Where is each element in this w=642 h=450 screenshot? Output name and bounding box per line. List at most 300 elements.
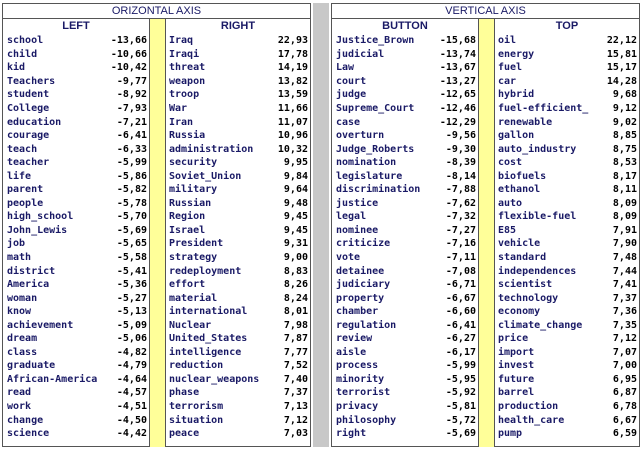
- term-value: -7,21: [116, 116, 147, 128]
- term-value: -9,56: [445, 130, 476, 142]
- table-row: [498, 61, 637, 75]
- table-row: [169, 251, 308, 265]
- term-value: 10,96: [277, 130, 308, 142]
- table-row: [7, 210, 147, 224]
- term-label: War: [169, 103, 188, 114]
- term-label: class: [7, 346, 38, 358]
- table-row: [7, 183, 147, 197]
- term-label: process: [336, 360, 379, 372]
- term-label: oil: [498, 35, 517, 47]
- table-row: [498, 142, 637, 156]
- term-label: child: [7, 48, 38, 60]
- table-row: [169, 129, 308, 143]
- table-row: [336, 237, 476, 251]
- term-value: 9,84: [283, 170, 308, 182]
- term-label: America: [7, 279, 50, 291]
- term-label: job: [7, 238, 26, 250]
- term-label: Nuclear: [169, 319, 212, 331]
- term-value: -5,78: [116, 197, 147, 209]
- table-row: [336, 115, 476, 129]
- term-label: reduction: [169, 360, 224, 372]
- top-word-list: [498, 34, 637, 440]
- table-row: [7, 142, 147, 156]
- term-label: United_States: [169, 333, 248, 345]
- term-label: change: [7, 414, 44, 426]
- term-value: -10,66: [110, 48, 147, 60]
- table-row: [7, 169, 147, 183]
- term-label: Israel: [169, 224, 206, 236]
- term-label: security: [169, 157, 218, 169]
- table-row: [498, 346, 637, 360]
- left-word-list: [7, 34, 147, 440]
- term-label: cost: [498, 157, 523, 169]
- term-value: 7,03: [283, 428, 308, 440]
- term-value: -7,16: [445, 238, 476, 250]
- term-value: 8,09: [612, 197, 637, 209]
- term-label: ethanol: [498, 184, 541, 196]
- term-label: Iraq: [169, 35, 194, 47]
- table-row: [7, 61, 147, 75]
- table-row: [169, 61, 308, 75]
- table-row: [336, 400, 476, 414]
- table-row: [336, 359, 476, 373]
- term-label: terrorist: [336, 387, 391, 399]
- term-value: -6,17: [445, 346, 476, 358]
- table-row: [336, 251, 476, 265]
- table-row: [169, 359, 308, 373]
- table-row: [336, 183, 476, 197]
- term-label: privacy: [336, 401, 379, 413]
- term-label: threat: [169, 62, 206, 74]
- term-value: -5,27: [116, 292, 147, 304]
- table-row: [169, 197, 308, 211]
- term-label: African-America: [7, 373, 98, 385]
- table-row: [336, 75, 476, 89]
- table-row: [169, 386, 308, 400]
- term-value: 8,83: [283, 265, 308, 277]
- term-value: 8,26: [283, 279, 308, 291]
- term-value: -7,88: [445, 184, 476, 196]
- term-value: 8,75: [612, 143, 637, 155]
- term-value: -4,82: [116, 346, 147, 358]
- term-value: 8,11: [612, 184, 637, 196]
- table-row: [498, 291, 637, 305]
- term-label: Soviet_Union: [169, 170, 242, 182]
- table-row: [498, 183, 637, 197]
- term-value: -7,11: [445, 252, 476, 264]
- term-value: 7,52: [283, 360, 308, 372]
- table-row: [169, 291, 308, 305]
- term-value: -7,32: [445, 211, 476, 223]
- term-label: pump: [498, 428, 523, 440]
- term-label: climate_change: [498, 319, 583, 331]
- term-value: 7,41: [612, 279, 637, 291]
- term-value: 7,12: [283, 414, 308, 426]
- term-label: military: [169, 184, 218, 196]
- table-row: [169, 373, 308, 387]
- table-row: [498, 413, 637, 427]
- term-value: -9,30: [445, 143, 476, 155]
- table-row: [498, 224, 637, 238]
- table-row: [498, 210, 637, 224]
- table-row: [169, 88, 308, 102]
- term-value: 8,53: [612, 157, 637, 169]
- term-label: peace: [169, 428, 200, 440]
- term-value: 6,87: [612, 387, 637, 399]
- left-column-header: LEFT: [62, 20, 90, 32]
- term-label: President: [169, 238, 224, 250]
- term-label: health_care: [498, 414, 565, 426]
- term-value: -4,64: [116, 373, 147, 385]
- term-label: life: [7, 170, 32, 182]
- table-row: [7, 427, 147, 441]
- term-label: terrorism: [169, 401, 224, 413]
- term-label: math: [7, 252, 32, 264]
- term-label: flexible-fuel: [498, 211, 577, 223]
- table-row: [7, 278, 147, 292]
- term-label: renewable: [498, 116, 553, 128]
- table-row: [7, 75, 147, 89]
- term-value: 10,32: [277, 143, 308, 155]
- table-row: [336, 386, 476, 400]
- term-label: independences: [498, 265, 577, 277]
- table-row: [7, 48, 147, 62]
- term-value: -12,46: [439, 103, 476, 114]
- term-value: 13,59: [277, 89, 308, 101]
- term-label: vehicle: [498, 238, 541, 250]
- table-row: [7, 88, 147, 102]
- table-row: [7, 386, 147, 400]
- term-value: 6,78: [612, 401, 637, 413]
- term-value: -6,33: [116, 143, 147, 155]
- term-label: nuclear_weapons: [169, 373, 260, 385]
- term-value: 11,66: [277, 103, 308, 114]
- term-label: Justice_Brown: [336, 35, 415, 47]
- term-value: -13,74: [439, 48, 476, 60]
- term-label: nomination: [336, 157, 397, 169]
- term-label: regulation: [336, 319, 397, 331]
- term-label: work: [7, 401, 32, 413]
- table-row: [169, 278, 308, 292]
- table-row: [498, 115, 637, 129]
- term-value: -5,41: [116, 265, 147, 277]
- term-value: 7,90: [612, 238, 637, 250]
- term-value: -5,92: [445, 387, 476, 399]
- term-label: achievement: [7, 319, 74, 331]
- table-row: [169, 115, 308, 129]
- vertical-axis-title: VERTICAL AXIS: [332, 4, 639, 19]
- term-value: 7,98: [283, 319, 308, 331]
- term-label: district: [7, 265, 56, 277]
- table-row: [169, 169, 308, 183]
- term-value: -5,36: [116, 279, 147, 291]
- table-row: [498, 237, 637, 251]
- term-value: 7,36: [612, 306, 637, 318]
- table-row: [336, 332, 476, 346]
- table-row: [498, 251, 637, 265]
- term-value: 22,93: [277, 35, 308, 47]
- term-label: right: [336, 428, 367, 440]
- right-column-header: RIGHT: [220, 20, 256, 32]
- table-row: [7, 305, 147, 319]
- table-row: [169, 264, 308, 278]
- term-value: 15,17: [606, 62, 637, 74]
- term-label: read: [7, 387, 32, 399]
- term-value: 6,95: [612, 373, 637, 385]
- table-row: [498, 75, 637, 89]
- table-row: [498, 427, 637, 441]
- term-label: property: [336, 292, 385, 304]
- table-row: [7, 156, 147, 170]
- term-label: future: [498, 373, 535, 385]
- term-value: 15,81: [606, 48, 637, 60]
- term-value: -13,66: [110, 35, 147, 47]
- term-label: phase: [169, 387, 200, 399]
- term-label: Region: [169, 211, 206, 223]
- table-row: [169, 183, 308, 197]
- term-value: 9,02: [612, 116, 637, 128]
- table-row: [336, 48, 476, 62]
- table-row: [7, 102, 147, 116]
- term-label: barrel: [498, 387, 535, 399]
- term-label: criticize: [336, 238, 391, 250]
- term-label: Russia: [169, 130, 206, 142]
- table-row: [169, 400, 308, 414]
- term-label: biofuels: [498, 170, 547, 182]
- term-value: -6,60: [445, 306, 476, 318]
- term-value: -4,57: [116, 387, 147, 399]
- term-value: 9,00: [283, 252, 308, 264]
- term-value: -6,67: [445, 292, 476, 304]
- term-value: -7,62: [445, 197, 476, 209]
- term-value: -5,58: [116, 252, 147, 264]
- term-value: 8,85: [612, 130, 637, 142]
- term-value: 11,07: [277, 116, 308, 128]
- term-value: 6,59: [612, 428, 637, 440]
- term-label: teacher: [7, 157, 50, 169]
- table-row: [169, 346, 308, 360]
- table-row: [169, 210, 308, 224]
- table-row: [7, 237, 147, 251]
- term-label: aisle: [336, 346, 367, 358]
- table-row: [169, 305, 308, 319]
- term-value: 7,00: [612, 360, 637, 372]
- term-label: detainee: [336, 265, 385, 277]
- table-row: [169, 48, 308, 62]
- term-value: -9,77: [116, 75, 147, 87]
- term-label: kid: [7, 62, 26, 74]
- table-row: [169, 75, 308, 89]
- term-value: 9,95: [283, 157, 308, 169]
- term-value: -12,29: [439, 116, 476, 128]
- table-row: [336, 305, 476, 319]
- term-label: redeployment: [169, 265, 242, 277]
- term-label: judiciary: [336, 279, 391, 291]
- table-row: [7, 413, 147, 427]
- term-label: standard: [498, 252, 547, 264]
- table-row: [7, 197, 147, 211]
- term-label: Iraqi: [169, 48, 200, 60]
- term-value: -4,50: [116, 414, 147, 426]
- table-row: [336, 88, 476, 102]
- table-row: [336, 291, 476, 305]
- button-column-header: BUTTON: [382, 20, 428, 32]
- term-value: -7,08: [445, 265, 476, 277]
- table-row: [169, 237, 308, 251]
- term-value: -7,27: [445, 224, 476, 236]
- term-value: 14,19: [277, 62, 308, 74]
- table-row: [498, 129, 637, 143]
- term-value: 14,28: [606, 75, 637, 87]
- term-value: -6,71: [445, 279, 476, 291]
- table-row: [336, 318, 476, 332]
- term-label: judicial: [336, 48, 385, 60]
- term-value: -4,79: [116, 360, 147, 372]
- term-value: 9,45: [283, 224, 308, 236]
- term-label: court: [336, 75, 367, 87]
- term-value: -8,39: [445, 157, 476, 169]
- term-value: -6,41: [445, 319, 476, 331]
- table-row: [169, 224, 308, 238]
- term-value: -8,92: [116, 89, 147, 101]
- term-value: -6,27: [445, 333, 476, 345]
- term-label: graduate: [7, 360, 56, 372]
- term-value: -12,65: [439, 89, 476, 101]
- term-label: import: [498, 346, 535, 358]
- term-value: 9,64: [283, 184, 308, 196]
- term-label: car: [498, 75, 517, 87]
- table-row: [336, 427, 476, 441]
- table-row: [7, 373, 147, 387]
- table-row: [336, 61, 476, 75]
- term-value: 7,87: [283, 333, 308, 345]
- term-value: -15,68: [439, 35, 476, 47]
- term-value: -4,51: [116, 401, 147, 413]
- table-row: [336, 278, 476, 292]
- table-row: [336, 197, 476, 211]
- table-row: [169, 318, 308, 332]
- term-label: invest: [498, 360, 535, 372]
- term-value: -5,72: [445, 414, 476, 426]
- term-value: -8,14: [445, 170, 476, 182]
- term-value: 22,12: [606, 35, 637, 47]
- table-row: [7, 115, 147, 129]
- table-row: [498, 359, 637, 373]
- term-label: auto_industry: [498, 143, 577, 155]
- term-value: -5,13: [116, 306, 147, 318]
- term-label: judge: [336, 89, 367, 101]
- table-row: [336, 129, 476, 143]
- table-row: [498, 102, 637, 116]
- table-row: [169, 102, 308, 116]
- panel-gutter: [313, 3, 329, 447]
- term-label: chamber: [336, 306, 379, 318]
- table-row: [498, 400, 637, 414]
- term-label: John_Lewis: [7, 224, 68, 236]
- table-row: [498, 386, 637, 400]
- table-row: [498, 278, 637, 292]
- table-row: [336, 34, 476, 48]
- table-row: [498, 156, 637, 170]
- term-label: legislature: [336, 170, 403, 182]
- table-row: [336, 102, 476, 116]
- term-value: 7,35: [612, 319, 637, 331]
- term-label: energy: [498, 48, 535, 60]
- term-value: -5,99: [445, 360, 476, 372]
- table-row: [7, 359, 147, 373]
- term-label: price: [498, 333, 529, 345]
- term-label: intelligence: [169, 346, 242, 358]
- term-value: 9,45: [283, 211, 308, 223]
- term-label: teach: [7, 143, 38, 155]
- term-value: -7,93: [116, 103, 147, 114]
- term-label: dream: [7, 333, 38, 345]
- term-value: 7,13: [283, 401, 308, 413]
- table-row: [169, 142, 308, 156]
- table-row: [169, 332, 308, 346]
- term-value: -5,99: [116, 157, 147, 169]
- term-label: science: [7, 428, 50, 440]
- term-label: College: [7, 103, 50, 114]
- table-row: [7, 224, 147, 238]
- term-value: 7,77: [283, 346, 308, 358]
- term-value: -5,69: [445, 428, 476, 440]
- table-row: [7, 129, 147, 143]
- term-value: -4,42: [116, 428, 147, 440]
- table-row: [336, 142, 476, 156]
- term-label: courage: [7, 130, 50, 142]
- button-word-list: [336, 34, 476, 440]
- term-label: Teachers: [7, 75, 56, 87]
- term-value: 13,82: [277, 75, 308, 87]
- term-label: legal: [336, 211, 367, 223]
- table-row: [498, 34, 637, 48]
- term-label: hybrid: [498, 89, 535, 101]
- term-label: case: [336, 116, 361, 128]
- term-value: 7,44: [612, 265, 637, 277]
- table-row: [336, 169, 476, 183]
- table-row: [498, 48, 637, 62]
- term-value: 17,78: [277, 48, 308, 60]
- term-value: -5,81: [445, 401, 476, 413]
- table-row: [336, 413, 476, 427]
- table-row: [169, 413, 308, 427]
- right-word-list: [169, 34, 308, 440]
- term-label: international: [169, 306, 248, 318]
- term-label: fuel: [498, 62, 523, 74]
- vertical-axis-columns: [332, 19, 639, 447]
- term-label: weapon: [169, 75, 206, 87]
- table-row: [336, 373, 476, 387]
- term-value: 9,68: [612, 89, 637, 101]
- term-label: production: [498, 401, 559, 413]
- term-value: -5,82: [116, 184, 147, 196]
- table-row: [336, 264, 476, 278]
- table-row: [7, 251, 147, 265]
- term-label: Iran: [169, 116, 194, 128]
- term-label: nominee: [336, 224, 379, 236]
- term-label: Judge_Roberts: [336, 143, 415, 155]
- term-value: -5,06: [116, 333, 147, 345]
- term-label: know: [7, 306, 32, 318]
- term-label: scientist: [498, 279, 553, 291]
- term-label: auto: [498, 197, 523, 209]
- term-value: 7,91: [612, 224, 637, 236]
- term-label: material: [169, 292, 218, 304]
- term-value: -13,27: [439, 75, 476, 87]
- term-value: -6,41: [116, 130, 147, 142]
- table-row: [498, 305, 637, 319]
